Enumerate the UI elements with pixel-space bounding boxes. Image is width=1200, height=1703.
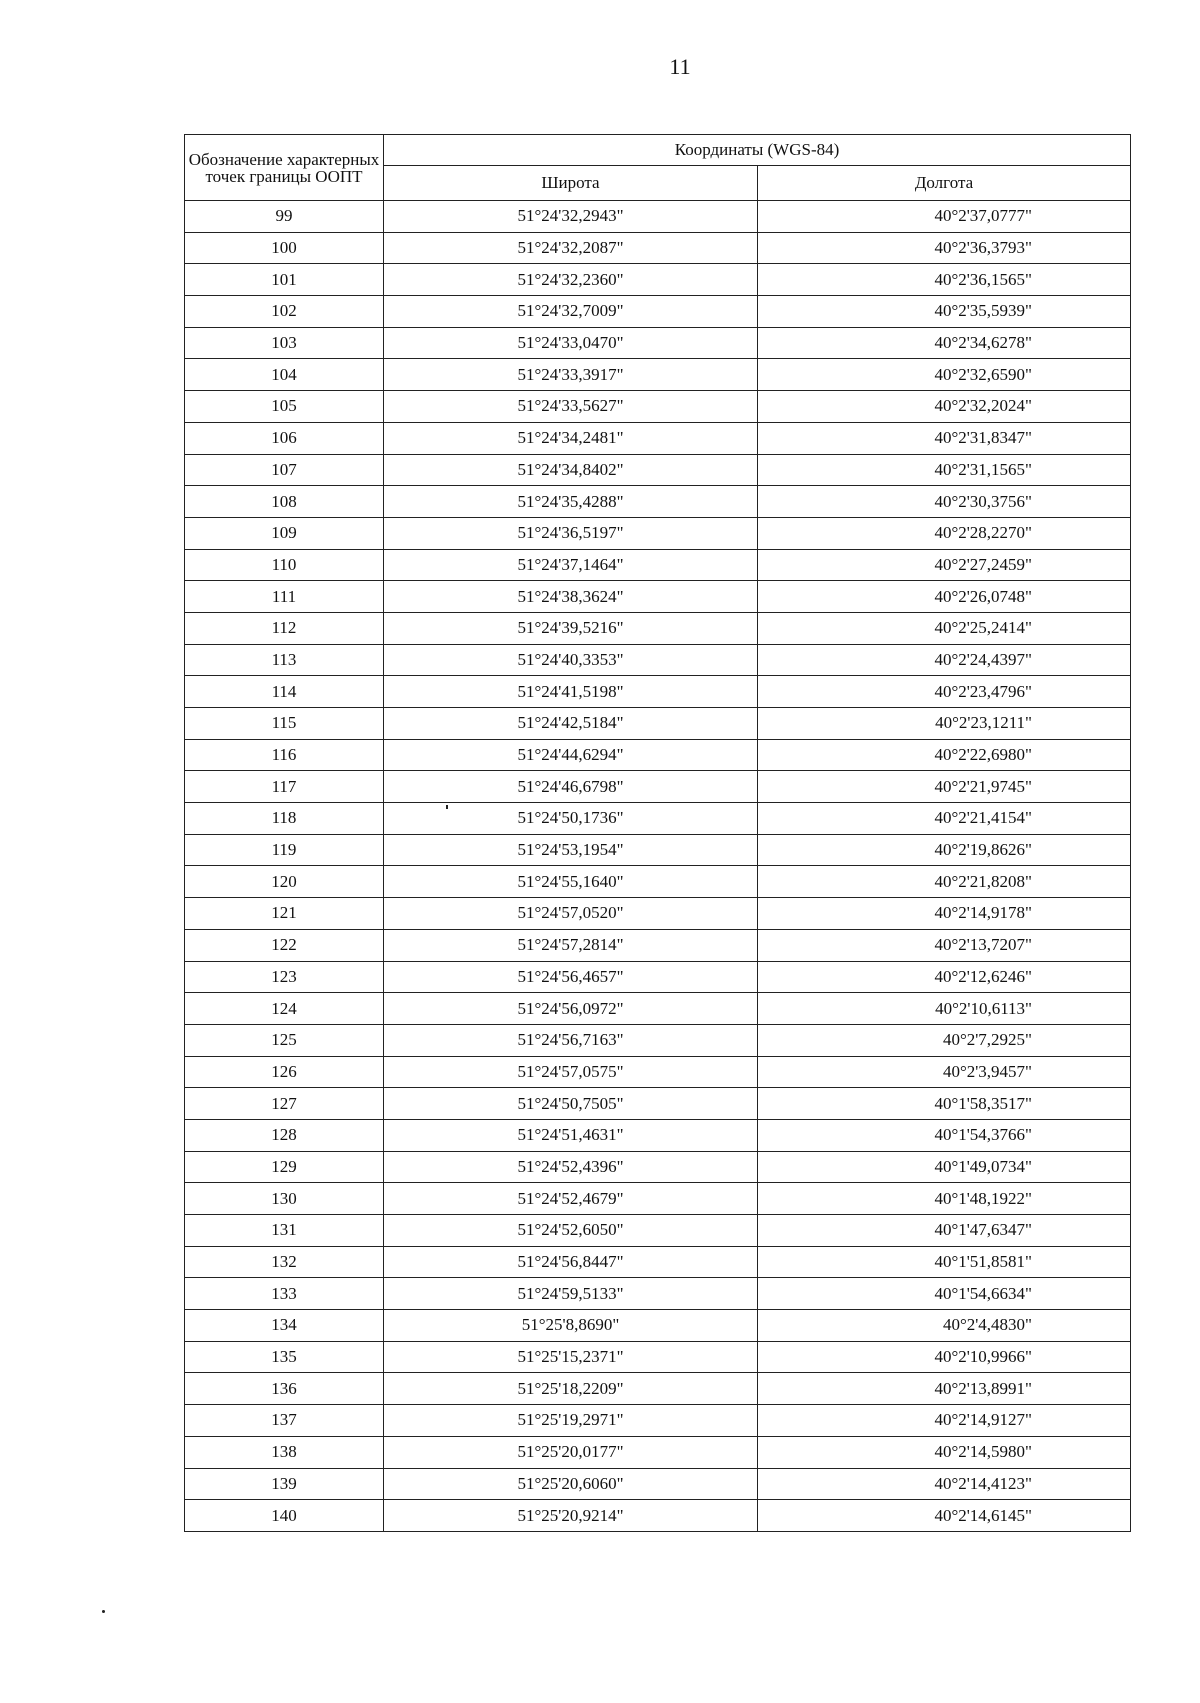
longitude-cell: 40°1'58,3517" bbox=[758, 1088, 1131, 1120]
latitude-cell: 51°24'46,6798" bbox=[384, 771, 758, 803]
latitude-cell: 51°24'38,3624" bbox=[384, 581, 758, 613]
point-id-cell: 107 bbox=[185, 454, 384, 486]
point-id-cell: 133 bbox=[185, 1278, 384, 1310]
latitude-cell: 51°24'33,0470" bbox=[384, 327, 758, 359]
table-row bbox=[185, 581, 1131, 613]
latitude-cell: 51°24'56,4657" bbox=[384, 961, 758, 993]
latitude-cell: 51°24'56,8447" bbox=[384, 1246, 758, 1278]
latitude-cell: 51°24'51,4631" bbox=[384, 1119, 758, 1151]
point-id-cell: 137 bbox=[185, 1405, 384, 1437]
latitude-cell: 51°25'20,9214" bbox=[384, 1500, 758, 1532]
longitude-cell: 40°2'26,0748" bbox=[758, 581, 1131, 613]
point-id-cell: 123 bbox=[185, 961, 384, 993]
table-row bbox=[185, 708, 1131, 740]
point-id-cell: 131 bbox=[185, 1215, 384, 1247]
table-row bbox=[185, 771, 1131, 803]
latitude-cell: 51°24'50,7505" bbox=[384, 1088, 758, 1120]
page-number: 11 bbox=[669, 54, 691, 79]
longitude-cell: 40°2'35,5939" bbox=[758, 296, 1131, 328]
table-row bbox=[185, 1278, 1131, 1310]
longitude-cell: 40°2'24,4397" bbox=[758, 644, 1131, 676]
header-latitude: Широта bbox=[384, 166, 758, 201]
table-row bbox=[185, 1183, 1131, 1215]
table-row bbox=[185, 454, 1131, 486]
point-id-cell: 108 bbox=[185, 486, 384, 518]
latitude-cell: 51°24'35,4288" bbox=[384, 486, 758, 518]
table-row bbox=[185, 1246, 1131, 1278]
table-row bbox=[185, 1310, 1131, 1342]
latitude-cell: 51°24'57,0575" bbox=[384, 1056, 758, 1088]
latitude-cell: 51°25'15,2371" bbox=[384, 1341, 758, 1373]
scan-dot bbox=[102, 1610, 105, 1613]
header-coordinates: Координаты (WGS-84) bbox=[384, 135, 1131, 166]
table-row bbox=[185, 296, 1131, 328]
point-id-cell: 117 bbox=[185, 771, 384, 803]
longitude-cell: 40°2'14,9127" bbox=[758, 1405, 1131, 1437]
table-row bbox=[185, 644, 1131, 676]
longitude-cell: 40°2'25,2414" bbox=[758, 612, 1131, 644]
point-id-cell: 118 bbox=[185, 803, 384, 835]
point-id-cell: 115 bbox=[185, 708, 384, 740]
table-row bbox=[185, 961, 1131, 993]
latitude-cell: 51°24'52,6050" bbox=[384, 1215, 758, 1247]
longitude-cell: 40°2'13,8991" bbox=[758, 1373, 1131, 1405]
latitude-cell: 51°24'57,0520" bbox=[384, 898, 758, 930]
point-id-cell: 132 bbox=[185, 1246, 384, 1278]
longitude-cell: 40°2'21,4154" bbox=[758, 803, 1131, 835]
point-id-cell: 125 bbox=[185, 1024, 384, 1056]
longitude-cell: 40°2'28,2270" bbox=[758, 517, 1131, 549]
latitude-cell: 51°24'44,6294" bbox=[384, 739, 758, 771]
longitude-cell: 40°2'36,3793" bbox=[758, 232, 1131, 264]
point-id-cell: 103 bbox=[185, 327, 384, 359]
table-row bbox=[185, 1341, 1131, 1373]
point-id-cell: 109 bbox=[185, 517, 384, 549]
longitude-cell: 40°2'4,4830" bbox=[758, 1310, 1131, 1342]
longitude-cell: 40°2'31,8347" bbox=[758, 422, 1131, 454]
point-id-cell: 106 bbox=[185, 422, 384, 454]
point-id-cell: 101 bbox=[185, 264, 384, 296]
header-point-designation: Обозначение характерных точек границы ООПТ bbox=[185, 135, 384, 201]
point-id-cell: 124 bbox=[185, 993, 384, 1025]
latitude-cell: 51°24'52,4396" bbox=[384, 1151, 758, 1183]
longitude-cell: 40°1'54,3766" bbox=[758, 1119, 1131, 1151]
latitude-cell: 51°24'56,0972" bbox=[384, 993, 758, 1025]
table-row bbox=[185, 264, 1131, 296]
coordinates-table bbox=[184, 134, 1131, 1532]
longitude-cell: 40°2'7,2925" bbox=[758, 1024, 1131, 1056]
table-row bbox=[185, 739, 1131, 771]
point-id-cell: 138 bbox=[185, 1436, 384, 1468]
longitude-cell: 40°1'51,8581" bbox=[758, 1246, 1131, 1278]
table-row bbox=[185, 1088, 1131, 1120]
longitude-cell: 40°2'21,9745" bbox=[758, 771, 1131, 803]
longitude-cell: 40°2'23,4796" bbox=[758, 676, 1131, 708]
point-id-cell: 130 bbox=[185, 1183, 384, 1215]
longitude-cell: 40°2'34,6278" bbox=[758, 327, 1131, 359]
latitude-cell: 51°24'39,5216" bbox=[384, 612, 758, 644]
longitude-cell: 40°2'31,1565" bbox=[758, 454, 1131, 486]
point-id-cell: 121 bbox=[185, 898, 384, 930]
point-id-cell: 126 bbox=[185, 1056, 384, 1088]
latitude-cell: 51°24'32,2360" bbox=[384, 264, 758, 296]
point-id-cell: 100 bbox=[185, 232, 384, 264]
table-body bbox=[185, 201, 1131, 1532]
point-id-cell: 104 bbox=[185, 359, 384, 391]
table-row bbox=[185, 1056, 1131, 1088]
point-id-cell: 114 bbox=[185, 676, 384, 708]
scan-mark bbox=[446, 805, 448, 809]
latitude-cell: 51°25'19,2971" bbox=[384, 1405, 758, 1437]
table-row bbox=[185, 232, 1131, 264]
longitude-cell: 40°2'32,6590" bbox=[758, 359, 1131, 391]
latitude-cell: 51°24'41,5198" bbox=[384, 676, 758, 708]
table-row bbox=[185, 929, 1131, 961]
point-id-cell: 113 bbox=[185, 644, 384, 676]
table-row bbox=[185, 612, 1131, 644]
latitude-cell: 51°25'8,8690" bbox=[384, 1310, 758, 1342]
latitude-cell: 51°24'55,1640" bbox=[384, 866, 758, 898]
point-id-cell: 140 bbox=[185, 1500, 384, 1532]
point-id-cell: 127 bbox=[185, 1088, 384, 1120]
point-id-cell: 110 bbox=[185, 549, 384, 581]
latitude-cell: 51°24'32,7009" bbox=[384, 296, 758, 328]
table-row bbox=[185, 549, 1131, 581]
table-row bbox=[185, 359, 1131, 391]
longitude-cell: 40°2'14,4123" bbox=[758, 1468, 1131, 1500]
table-row bbox=[185, 1215, 1131, 1247]
longitude-cell: 40°1'47,6347" bbox=[758, 1215, 1131, 1247]
point-id-cell: 136 bbox=[185, 1373, 384, 1405]
latitude-cell: 51°24'37,1464" bbox=[384, 549, 758, 581]
table-row bbox=[185, 1373, 1131, 1405]
latitude-cell: 51°24'57,2814" bbox=[384, 929, 758, 961]
table-row bbox=[185, 201, 1131, 233]
longitude-cell: 40°2'22,6980" bbox=[758, 739, 1131, 771]
table-row bbox=[185, 391, 1131, 423]
point-id-cell: 128 bbox=[185, 1119, 384, 1151]
latitude-cell: 51°24'32,2943" bbox=[384, 201, 758, 233]
latitude-cell: 51°24'33,5627" bbox=[384, 391, 758, 423]
table-row bbox=[185, 993, 1131, 1025]
point-id-cell: 122 bbox=[185, 929, 384, 961]
latitude-cell: 51°24'40,3353" bbox=[384, 644, 758, 676]
longitude-cell: 40°2'14,9178" bbox=[758, 898, 1131, 930]
latitude-cell: 51°24'34,2481" bbox=[384, 422, 758, 454]
latitude-cell: 51°24'36,5197" bbox=[384, 517, 758, 549]
header-longitude: Долгота bbox=[758, 166, 1131, 201]
point-id-cell: 119 bbox=[185, 834, 384, 866]
table-row bbox=[185, 803, 1131, 835]
point-id-cell: 135 bbox=[185, 1341, 384, 1373]
latitude-cell: 51°24'33,3917" bbox=[384, 359, 758, 391]
longitude-cell: 40°2'10,9966" bbox=[758, 1341, 1131, 1373]
point-id-cell: 102 bbox=[185, 296, 384, 328]
longitude-cell: 40°2'37,0777" bbox=[758, 201, 1131, 233]
point-id-cell: 129 bbox=[185, 1151, 384, 1183]
latitude-cell: 51°24'50,1736" bbox=[384, 803, 758, 835]
longitude-cell: 40°1'49,0734" bbox=[758, 1151, 1131, 1183]
table-row bbox=[185, 1405, 1131, 1437]
table-header bbox=[185, 135, 1131, 201]
longitude-cell: 40°2'32,2024" bbox=[758, 391, 1131, 423]
longitude-cell: 40°2'19,8626" bbox=[758, 834, 1131, 866]
point-id-cell: 116 bbox=[185, 739, 384, 771]
latitude-cell: 51°24'52,4679" bbox=[384, 1183, 758, 1215]
latitude-cell: 51°24'53,1954" bbox=[384, 834, 758, 866]
point-id-cell: 99 bbox=[185, 201, 384, 233]
table-row bbox=[185, 1468, 1131, 1500]
table-row bbox=[185, 486, 1131, 518]
point-id-cell: 112 bbox=[185, 612, 384, 644]
table-row bbox=[185, 834, 1131, 866]
latitude-cell: 51°24'42,5184" bbox=[384, 708, 758, 740]
longitude-cell: 40°2'36,1565" bbox=[758, 264, 1131, 296]
table-row bbox=[185, 866, 1131, 898]
longitude-cell: 40°2'23,1211" bbox=[758, 708, 1131, 740]
point-id-cell: 134 bbox=[185, 1310, 384, 1342]
longitude-cell: 40°1'48,1922" bbox=[758, 1183, 1131, 1215]
longitude-cell: 40°2'14,6145" bbox=[758, 1500, 1131, 1532]
longitude-cell: 40°2'21,8208" bbox=[758, 866, 1131, 898]
table-row bbox=[185, 422, 1131, 454]
table-row bbox=[185, 1500, 1131, 1532]
longitude-cell: 40°2'3,9457" bbox=[758, 1056, 1131, 1088]
longitude-cell: 40°2'13,7207" bbox=[758, 929, 1131, 961]
table-row bbox=[185, 1024, 1131, 1056]
table-row bbox=[185, 327, 1131, 359]
table-row bbox=[185, 1436, 1131, 1468]
table-row bbox=[185, 517, 1131, 549]
latitude-cell: 51°24'56,7163" bbox=[384, 1024, 758, 1056]
longitude-cell: 40°2'14,5980" bbox=[758, 1436, 1131, 1468]
longitude-cell: 40°1'54,6634" bbox=[758, 1278, 1131, 1310]
point-id-cell: 139 bbox=[185, 1468, 384, 1500]
latitude-cell: 51°25'20,0177" bbox=[384, 1436, 758, 1468]
table-row bbox=[185, 898, 1131, 930]
longitude-cell: 40°2'30,3756" bbox=[758, 486, 1131, 518]
table-row bbox=[185, 1151, 1131, 1183]
latitude-cell: 51°24'59,5133" bbox=[384, 1278, 758, 1310]
latitude-cell: 51°25'20,6060" bbox=[384, 1468, 758, 1500]
point-id-cell: 111 bbox=[185, 581, 384, 613]
latitude-cell: 51°24'32,2087" bbox=[384, 232, 758, 264]
point-id-cell: 120 bbox=[185, 866, 384, 898]
table-row bbox=[185, 1119, 1131, 1151]
longitude-cell: 40°2'27,2459" bbox=[758, 549, 1131, 581]
longitude-cell: 40°2'10,6113" bbox=[758, 993, 1131, 1025]
latitude-cell: 51°25'18,2209" bbox=[384, 1373, 758, 1405]
longitude-cell: 40°2'12,6246" bbox=[758, 961, 1131, 993]
latitude-cell: 51°24'34,8402" bbox=[384, 454, 758, 486]
point-id-cell: 105 bbox=[185, 391, 384, 423]
table-row bbox=[185, 676, 1131, 708]
